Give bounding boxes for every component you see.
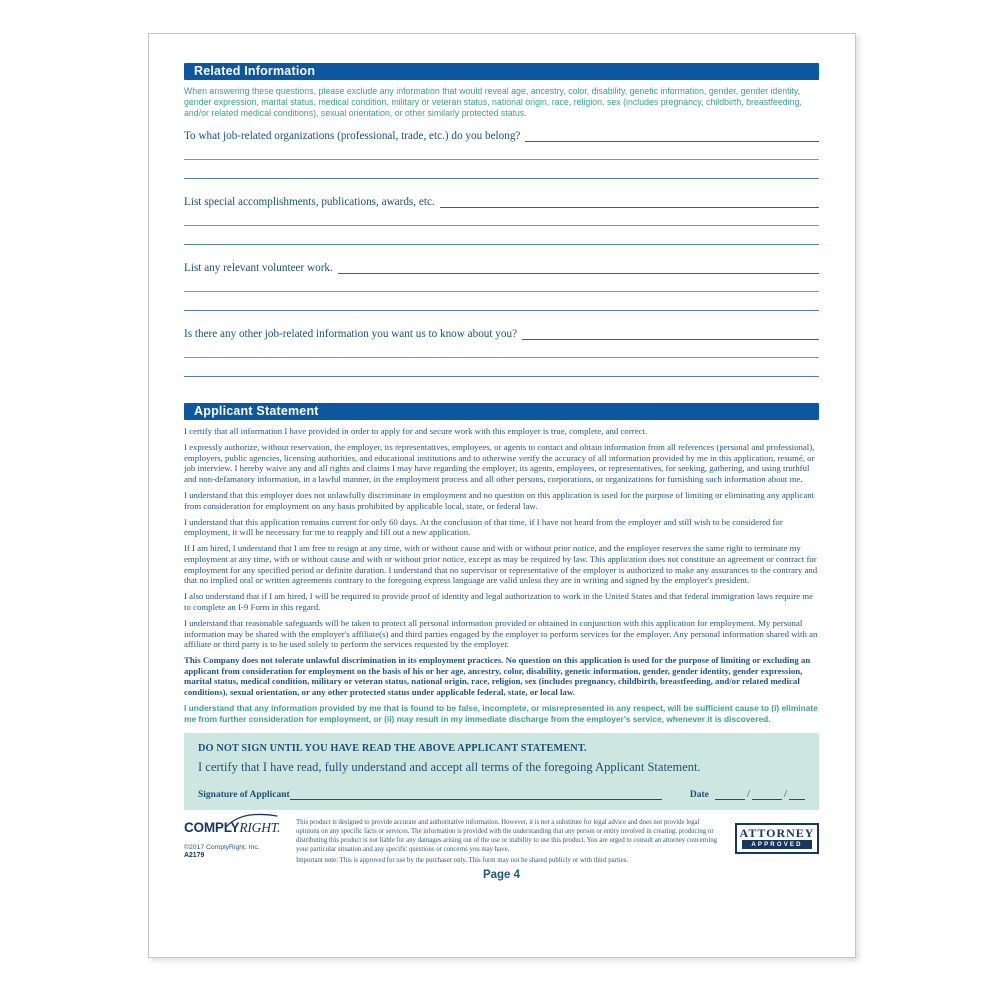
statement-paragraph: If I am hired, I understand that I am free to resign at any time, with or without cause and with or without prior notice, and the employer reserves the same right to terminate my employment at any time, with or without cause and with or without prior notice, except as may be required by law. This application does not constitute an agreement or contract for employment for any specified period or definite duration. I understand that no supervisor or representative of the employer is authorized to make any assurances to the contrary and that no implied oral or written agreements contrary to the foregoing express language are valid unless they are in writing and signed by the employer's president. bbox=[184, 543, 818, 586]
answer-line[interactable] bbox=[184, 160, 819, 179]
question-accomplishments bbox=[184, 194, 819, 245]
certification-statement: I certify that I have read, fully understand and accept all terms of the foregoing Applicant Statement. bbox=[198, 760, 701, 775]
signature-line[interactable] bbox=[290, 799, 662, 800]
badge-attorney-text: ATTORNEY bbox=[739, 826, 815, 841]
attorney-approved-block bbox=[727, 819, 819, 866]
question-label: List any relevant volunteer work. bbox=[184, 262, 333, 274]
do-not-sign-warning: DO NOT SIGN UNTIL YOU HAVE READ THE ABOVE APPLICANT STATEMENT. bbox=[198, 743, 587, 755]
attorney-approved-badge bbox=[735, 823, 819, 854]
date-separator: / bbox=[783, 788, 787, 801]
publisher-block bbox=[184, 819, 286, 866]
question-other-information bbox=[184, 326, 819, 377]
answer-line[interactable] bbox=[522, 339, 819, 340]
date-separator: / bbox=[746, 788, 750, 801]
applicant-statement-title: Applicant Statement bbox=[194, 404, 319, 418]
statement-paragraph: I understand that this application remains current for only 60 days. At the conclusion of that time, if I have not heard from the employer and still wish to be considered for employment, it will be necessary for me to reapply and fill out a new application. bbox=[184, 516, 783, 538]
answer-line[interactable] bbox=[184, 142, 819, 160]
date-label: Date bbox=[689, 790, 709, 801]
statement-paragraph-nondiscrimination: This Company does not tolerate unlawful discrimination in its employment practices. No question on this application is used for the purpose of limiting or excluding an applicant from consideration for employment on the basis of his or her age, ancestry, color, disability, genetic information, gender, gender identity, gender expression, marital status, medical condition, military or veteran status, national origin, race, religion, sex (includes pregnancy, childbirth, breastfeeding, and/or related medical conditions), sexual orientation, or any other protected status under applicable federal, state, or local law. bbox=[184, 655, 811, 697]
statement-paragraph: I understand that this employer does not unlawfully discriminate in employment and no question on this application is used for the purpose of limiting or eliminating any applicant from consideration for employment on any basis prohibited by applicable local, state, or federal law. bbox=[184, 489, 815, 511]
badge-approved-text: APPROVED bbox=[742, 840, 812, 849]
question-label: To what job-related organizations (professional, trade, etc.) do you belong? bbox=[184, 130, 521, 142]
legal-disclaimer: This product is designed to provide accurate and authoritative information. However, it is not a substitute for legal advice and does not provide legal opinions on any specific facts or services. The information is provided with the understanding that any person or entity involved in creating, producing or distributing this product is not liable for any damages arising out of the use or inability to use this product. You are urged to consult an attorney concerning your particular situation and any specific questions or concerns you may have. bbox=[296, 819, 718, 853]
applicant-statement-header bbox=[184, 403, 819, 420]
statement-paragraph-false-information: I understand that any information provided by me that is found to be false, incomplete, or misrepresented in any respect, will be sufficient cause to (i) eliminate me from further consideration for employment, or (ii) may result in my immediate discharge from the employer's service, whenever it is discovered. bbox=[184, 703, 818, 724]
important-note: Important note: This is approved for use by the purchaser only. This form may not be shared publicly or with third parties. bbox=[296, 857, 629, 865]
related-information-intro: When answering these questions, please exclude any information that would reveal age, ancestry, color, disability, genetic information, gender, gender identity, gender expression, marital status, medical condition, military or veteran status, national origin, race, religion, sex (includes pregnancy, childbirth, breastfeeding, and/or related medical conditions), sexual orientation, or other similarly protected status. bbox=[184, 86, 802, 118]
logo-text-right: RIGHT. bbox=[239, 820, 281, 836]
complyright-logo bbox=[184, 819, 286, 837]
related-information-title: Related Information bbox=[194, 64, 316, 78]
answer-line[interactable] bbox=[184, 340, 819, 358]
statement-paragraph: I certify that all information I have provided in order to apply for and secure work with this employer is true, complete, and correct. bbox=[184, 426, 648, 436]
statement-paragraph: I understand that reasonable safeguards will be taken to protect all personal information provided or obtained in conjunction with this application for employment. My personal information may be shared with the employer's affiliate(s) and third parties engaged by the employer to perform services for the employer. Any personal information shared with an affiliate or third party is to be used solely to perform the services requested by the employer. bbox=[184, 617, 818, 650]
answer-line[interactable] bbox=[525, 141, 819, 142]
answer-line[interactable] bbox=[184, 226, 819, 245]
question-label: List special accomplishments, publications, awards, etc. bbox=[184, 196, 435, 208]
signature-label: Signature of Applicant bbox=[198, 790, 290, 801]
answer-line[interactable] bbox=[440, 207, 819, 208]
date-day-line[interactable] bbox=[752, 787, 782, 800]
form-number: A2179 bbox=[184, 852, 205, 860]
question-volunteer-work bbox=[184, 260, 819, 311]
legal-disclaimer-block bbox=[296, 819, 717, 866]
page-number: Page 4 bbox=[482, 869, 521, 882]
statement-paragraph: I also understand that if I am hired, I will be required to provide proof of identity and legal authorization to work in the United States and that federal immigration laws require me to complete an I-9 Form in this regard. bbox=[184, 591, 814, 612]
page-footer bbox=[184, 819, 819, 866]
question-organizations bbox=[184, 128, 819, 179]
logo-text-comply: COMPLY bbox=[184, 820, 240, 836]
date-year-line[interactable] bbox=[789, 787, 805, 800]
related-information-header bbox=[184, 63, 819, 80]
answer-line[interactable] bbox=[184, 358, 819, 377]
signature-section bbox=[184, 733, 819, 810]
copyright-text: ©2017 ComplyRight, Inc. bbox=[184, 844, 260, 852]
application-form-page bbox=[148, 33, 856, 958]
answer-line[interactable] bbox=[338, 273, 819, 274]
answer-line[interactable] bbox=[184, 208, 819, 226]
logo-swoosh-icon bbox=[224, 813, 280, 829]
statement-paragraph: I expressly authorize, without reservation, the employer, its representatives, employees, or agents to contact and obtain information from all references (personal and professional), employers, public agencies, licensing authorities, and educational institutions and to otherwise verify the accuracy of all information provided by me in this application, resumé, or job interview. I hereby waive any and all rights and claims I may have regarding the employer, its agents, employees, or representatives, for seeking, gathering, and using truthful and non-defamatory information, in a lawful manner, in the employment process and all other persons, corporations, or organizations for furnishing such information about me. bbox=[184, 442, 815, 484]
date-month-line[interactable] bbox=[715, 787, 745, 800]
question-label: Is there any other job-related information you want us to know about you? bbox=[184, 328, 518, 340]
answer-line[interactable] bbox=[184, 292, 819, 311]
answer-line[interactable] bbox=[184, 274, 819, 292]
